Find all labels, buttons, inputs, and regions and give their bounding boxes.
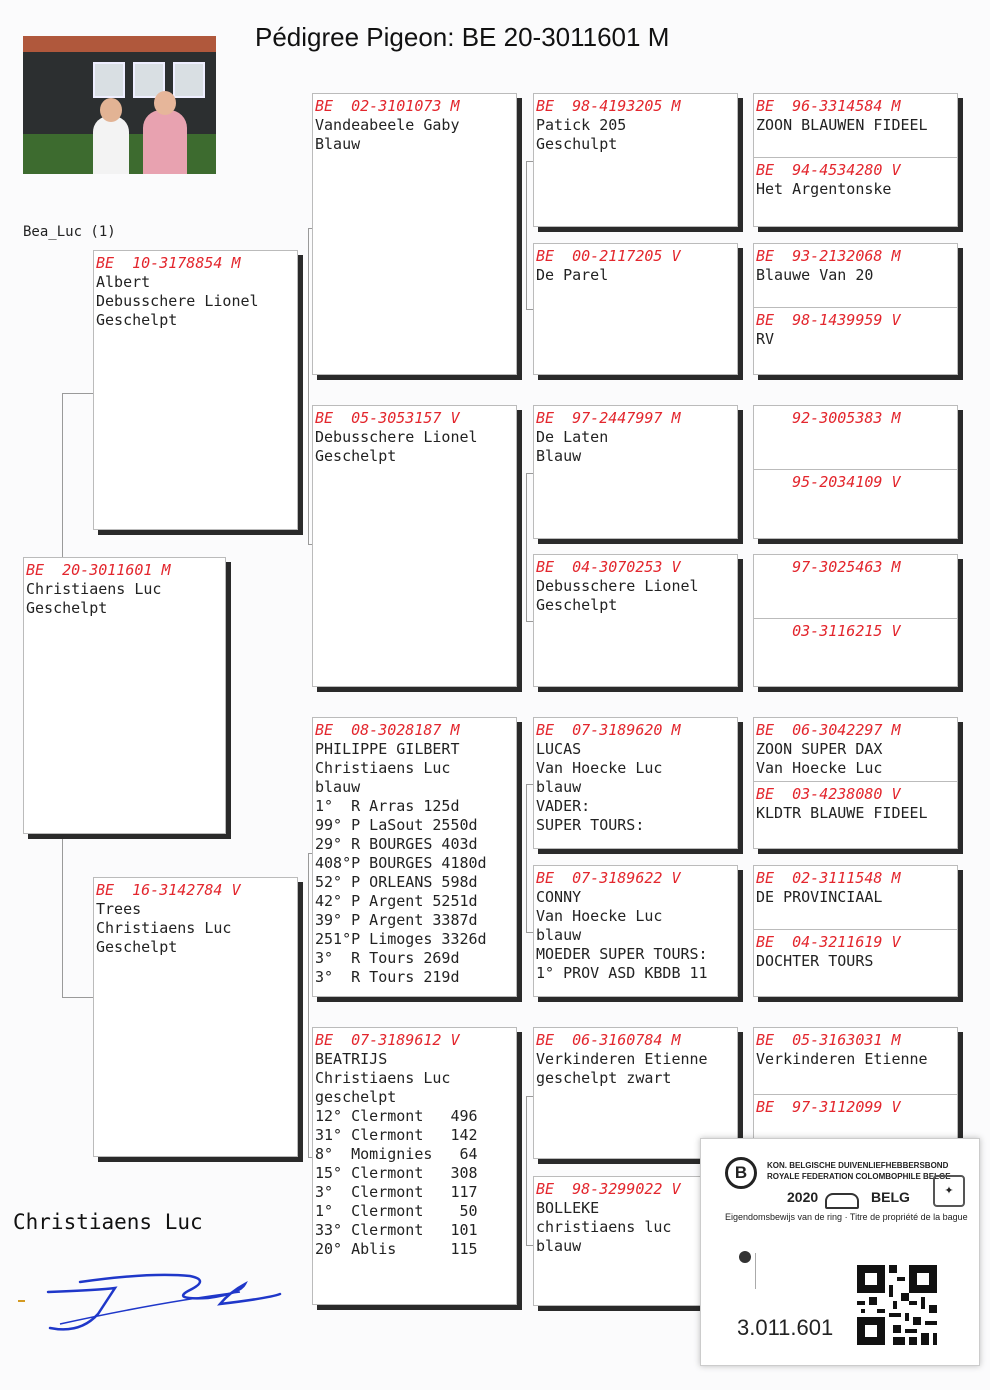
race-result: 408°P BOURGES 4180d — [315, 854, 487, 872]
ring-card-number: 3.011.601 — [737, 1315, 834, 1340]
pigeon-fmf: BE 97-2447997 M De Laten Blauw — [533, 405, 738, 539]
race-result: 29° R BOURGES 403d — [315, 835, 478, 853]
signature-scribble — [40, 1262, 290, 1342]
qr-code-icon — [857, 1265, 937, 1345]
pigeon-subject — [23, 557, 226, 834]
pigeon-father: BE 10-3178854 M Albert Debusschere Lionel Geschelpt — [93, 250, 298, 530]
federation-emblem-icon: ✦ — [933, 1175, 965, 1207]
pigeon-fm: BE 05-3053157 V Debusschere Lionel Geschelpt — [312, 405, 517, 687]
race-result: 1° Clermont 50 — [315, 1202, 478, 1220]
race-result: 8° Momignies 64 — [315, 1145, 478, 1163]
pigeon-pair-6: BE 02-3111548 M DE PROVINCIAAL BE 04-3211619 V DOCHTER TOURS — [753, 865, 958, 997]
breeder-name: Christiaens Luc — [26, 580, 162, 598]
pigeon-mmm: BE 98-3299022 V BOLLEKE christiaens luc blauw — [533, 1176, 738, 1306]
pigeon-mmf: BE 06-3160784 M Verkinderen Etienne geschelpt zwart — [533, 1027, 738, 1159]
race-result: 52° P ORLEANS 598d — [315, 873, 478, 891]
race-result: 12° Clermont 496 — [315, 1107, 478, 1125]
race-result: 251°P Limoges 3326d — [315, 930, 487, 948]
pigeon-pair-5: BE 06-3042297 M ZOON SUPER DAX Van Hoecke Luc BE 03-4238080 V KLDTR BLAUWE FIDEEL — [753, 717, 958, 849]
pigeon-pair-7: BE 05-3163031 M Verkinderen Etienne BE 97-3112099 V — [753, 1027, 958, 1159]
ownership-card: B KON. BELGISCHE DUIVENLIEFHEBBERSBOND ROYALE FEDERATION COLOMBOPHILE BELGE 2020 BELG ✦ Eigendomsbewijs van de ring · Titre de propriété de la bague 3.011.601 — [700, 1138, 980, 1366]
pigeon-mm: BE 07-3189612 V BEATRIJS Christiaens Luc geschelpt 12° Clermont 496 31° Clermont 142 8° Momignies 64 15° Clermont 308 3° Clermont 117 1° Clermont 50 33° Clermont 101 20° Ablis 115 — [312, 1027, 517, 1305]
pigeon-pair-4: 97-3025463 M 03-3116215 V — [753, 554, 958, 687]
race-result: 99° P LaSout 2550d — [315, 816, 478, 834]
pigeon-pair-3: 92-3005383 M 95-2034109 V — [753, 405, 958, 539]
race-result: 3° R Tours 269d — [315, 949, 460, 967]
pigeon-mff: BE 07-3189620 M LUCAS Van Hoecke Luc blauw VADER: SUPER TOURS: — [533, 717, 738, 849]
color-label: Geschelpt — [26, 599, 108, 617]
pigeon-pair-2: BE 93-2132068 M Blauwe Van 20 BE 98-1439959 V RV — [753, 243, 958, 375]
signature-name: Christiaens Luc — [13, 1210, 203, 1234]
pigeon-fff: BE 98-4193205 M Patick 205 Geschulpt — [533, 93, 738, 227]
kbdb-logo-icon: B — [725, 1157, 757, 1189]
race-result: 3° Clermont 117 — [315, 1183, 478, 1201]
owners-photo — [23, 36, 216, 174]
pigeon-mfm: BE 07-3189622 V CONNY Van Hoecke Luc blauw MOEDER SUPER TOURS: 1° PROV ASD KBDB 11 — [533, 865, 738, 997]
race-result: 33° Clermont 101 — [315, 1221, 478, 1239]
race-result: 15° Clermont 308 — [315, 1164, 478, 1182]
pigeon-ff: BE 02-3101073 M Vandeabeele Gaby Blauw — [312, 93, 517, 375]
race-result: 1° R Arras 125d — [315, 797, 460, 815]
pigeon-mother: BE 16-3142784 V Trees Christiaens Luc Geschelpt — [93, 877, 298, 1157]
pencil-mark — [18, 1300, 25, 1302]
pigeon-pair-1: BE 96-3314584 M ZOON BLAUWEN FIDEEL BE 94-4534280 V Het Argentonske — [753, 93, 958, 227]
ring-number: BE 20-3011601 M — [26, 561, 171, 579]
race-result: 20° Ablis 115 — [315, 1240, 478, 1258]
race-result: 31° Clermont 142 — [315, 1126, 478, 1144]
pigeon-fmm: BE 04-3070253 V Debusschere Lionel Geschelpt — [533, 554, 738, 687]
ring-hole-icon — [739, 1251, 751, 1263]
race-result: 42° P Argent 5251d — [315, 892, 478, 910]
crown-icon — [825, 1193, 859, 1209]
pigeon-mf: BE 08-3028187 M PHILIPPE GILBERT Christiaens Luc blauw 1° R Arras 125d 99° P LaSout 2550d 29° R BOURGES 403d 408°P BOURGES 4180d 52° P ORLEANS 598d 42° P Argent 5251d 39° P Argent 3387d 251°P Limoges 3326d 3° R Tours 269d 3° R Tours 219d — [312, 717, 517, 997]
pigeon-ffm: BE 00-2117205 V De Parel — [533, 243, 738, 375]
race-result: 39° P Argent 3387d — [315, 911, 478, 929]
owner-note: Bea_Luc (1) — [23, 224, 116, 240]
page-title: Pédigree Pigeon: BE 20-3011601 M — [255, 22, 670, 52]
race-result: 3° R Tours 219d — [315, 968, 460, 986]
